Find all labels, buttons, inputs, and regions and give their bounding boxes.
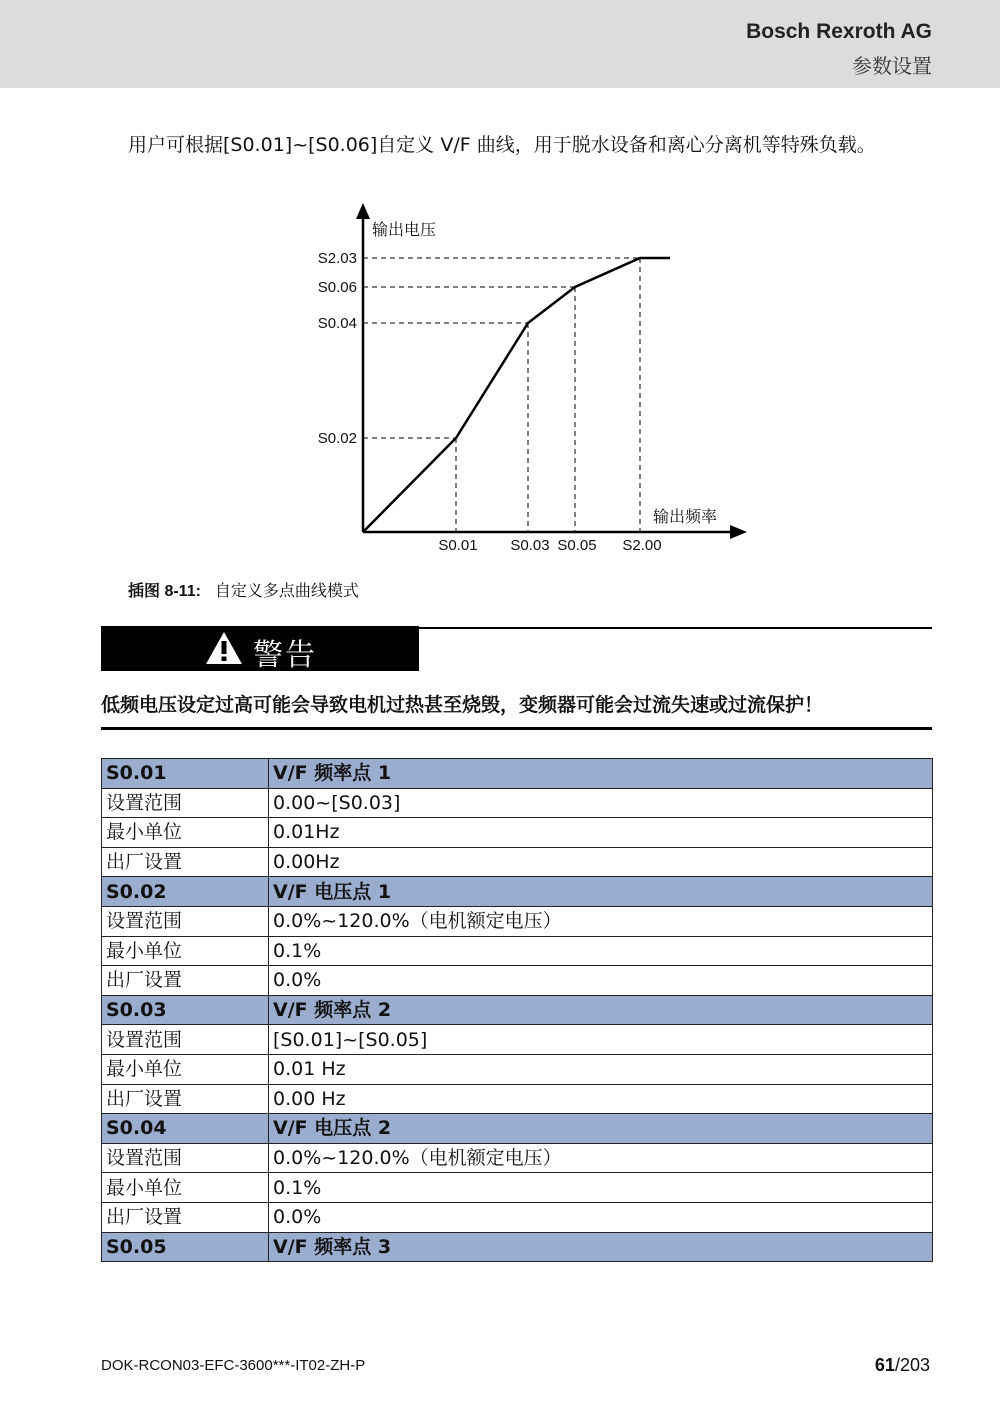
param-name: V/F 频率点 3: [269, 1232, 933, 1262]
parameter-table: [101, 758, 933, 1262]
param-detail-row: [102, 847, 933, 877]
page-total: /203: [894, 1355, 930, 1375]
figure-caption-label: 插图 8-11:: [128, 583, 201, 600]
x-tick-label: S0.03: [510, 537, 550, 554]
param-name: V/F 频率点 1: [269, 759, 933, 789]
param-field-label: 设置范围: [102, 906, 269, 936]
param-field-label: 最小单位: [102, 936, 269, 966]
brand-name: Bosch Rexroth AG: [746, 20, 932, 43]
vf-curve-chart: [300, 195, 770, 565]
param-header-row: [102, 995, 933, 1025]
param-field-label: 出厂设置: [102, 1202, 269, 1232]
figure-caption-text: 自定义多点曲线模式: [214, 581, 359, 600]
param-field-label: 最小单位: [102, 818, 269, 848]
param-field-value: [S0.01]~[S0.05]: [269, 1025, 933, 1055]
param-detail-row: [102, 1054, 933, 1084]
param-detail-row: [102, 1173, 933, 1203]
x-axis-label: 输出频率: [653, 507, 718, 526]
param-header-row: [102, 877, 933, 907]
param-detail-row: [102, 1202, 933, 1232]
param-code: S0.02: [102, 877, 269, 907]
warning-title: 警告: [253, 638, 317, 673]
x-tick-label: S0.01: [438, 537, 478, 554]
x-axis-arrow: [730, 525, 747, 539]
x-tick-label: S2.00: [622, 537, 662, 554]
param-field-label: 设置范围: [102, 788, 269, 818]
param-code: S0.03: [102, 995, 269, 1025]
y-tick-labels: [318, 250, 357, 447]
param-field-value: 0.00 Hz: [269, 1084, 933, 1114]
warning-text: 低频电压设定过高可能会导致电机过热甚至烧毁，变频器可能会过流失速或过流保护！: [101, 694, 824, 716]
param-name: V/F 电压点 1: [269, 877, 933, 907]
x-tick-labels: [438, 537, 661, 554]
param-field-value: 0.00Hz: [269, 847, 933, 877]
y-axis-arrow: [356, 203, 370, 219]
warning-triangle-icon: [205, 631, 243, 665]
param-field-value: 0.0%~120.0%（电机额定电压）: [269, 1143, 933, 1173]
param-detail-row: [102, 906, 933, 936]
param-field-value: 0.01 Hz: [269, 1054, 933, 1084]
param-field-label: 设置范围: [102, 1025, 269, 1055]
page-header: [0, 0, 1000, 88]
page-current: 61: [874, 1355, 895, 1375]
param-field-value: 0.01Hz: [269, 818, 933, 848]
intro-paragraph: 用户可根据[S0.01]~[S0.06]自定义 V/F 曲线，用于脱水设备和离心分离机等特殊负载。: [128, 134, 876, 156]
param-detail-row: [102, 1084, 933, 1114]
page-number: [875, 1355, 930, 1376]
param-header-row: [102, 759, 933, 789]
param-field-value: 0.0%: [269, 966, 933, 996]
param-detail-row: [102, 936, 933, 966]
param-code: S0.04: [102, 1114, 269, 1144]
param-code: S0.01: [102, 759, 269, 789]
param-name: V/F 频率点 2: [269, 995, 933, 1025]
param-field-label: 出厂设置: [102, 847, 269, 877]
param-field-label: 最小单位: [102, 1054, 269, 1084]
warning-bottom-rule: [101, 727, 932, 730]
param-field-value: 0.0%: [269, 1202, 933, 1232]
y-tick-label: S0.04: [317, 315, 357, 332]
figure-caption: [128, 578, 359, 601]
param-field-label: 出厂设置: [102, 1084, 269, 1114]
param-field-label: 设置范围: [102, 1143, 269, 1173]
param-detail-row: [102, 966, 933, 996]
param-field-value: 0.1%: [269, 936, 933, 966]
param-detail-row: [102, 818, 933, 848]
param-detail-row: [102, 1025, 933, 1055]
warning-banner: [101, 626, 419, 671]
document-id: DOK-RCON03-EFC-3600***-IT02-ZH-P: [101, 1357, 366, 1374]
param-detail-row: [102, 1143, 933, 1173]
param-field-value: 0.1%: [269, 1173, 933, 1203]
y-tick-label: S0.06: [317, 279, 357, 296]
param-field-label: 出厂设置: [102, 966, 269, 996]
param-name: V/F 电压点 2: [269, 1114, 933, 1144]
param-field-label: 最小单位: [102, 1173, 269, 1203]
param-field-value: 0.0%~120.0%（电机额定电压）: [269, 906, 933, 936]
y-tick-label: S2.03: [317, 250, 357, 267]
x-tick-label: S0.05: [557, 537, 597, 554]
section-title: 参数设置: [852, 54, 932, 78]
y-tick-label: S0.02: [317, 430, 357, 447]
param-header-row: [102, 1114, 933, 1144]
param-detail-row: [102, 788, 933, 818]
param-field-value: 0.00~[S0.03]: [269, 788, 933, 818]
vf-curve-line: [363, 258, 670, 532]
param-code: S0.05: [102, 1232, 269, 1262]
y-axis-label: 输出电压: [372, 220, 437, 239]
param-header-row: [102, 1232, 933, 1262]
